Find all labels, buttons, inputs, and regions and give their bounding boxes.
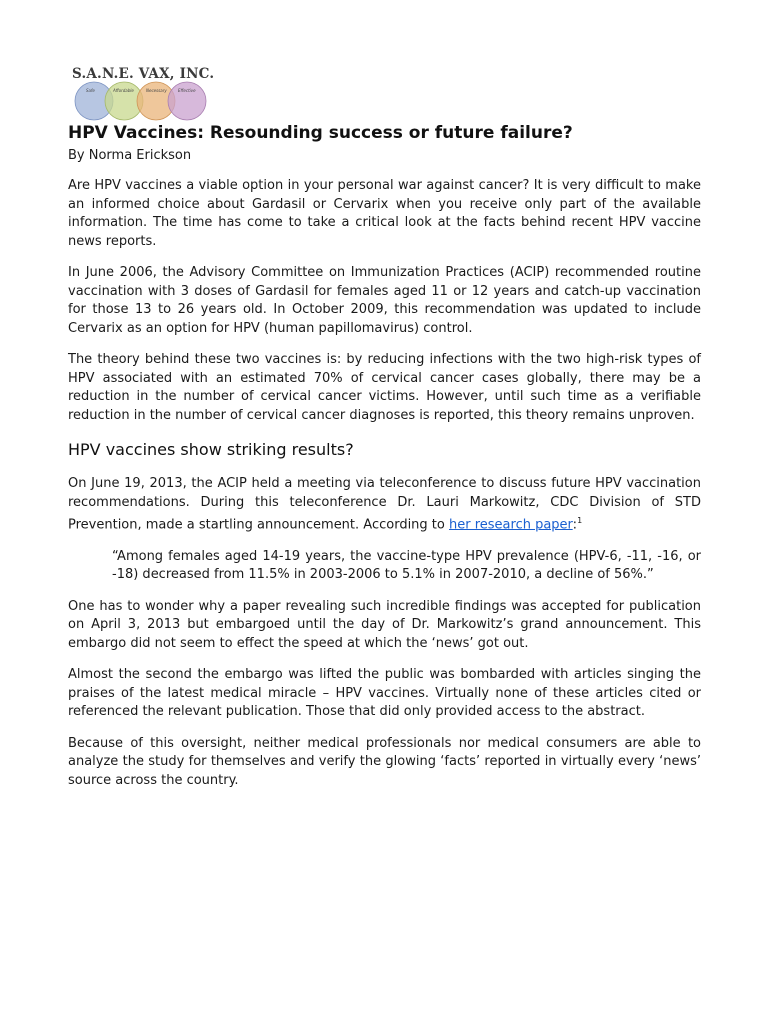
footnote-marker: 1 — [577, 516, 583, 525]
paragraph-1: Are HPV vaccines a viable option in your personal war against cancer? It is very difficult to make an informed choice about Gardasil or Cervarix when you receive only part of the available information. The time has come to take a critical look at the facts behind recent HPV vaccine news reports. — [68, 178, 701, 249]
article-body — [68, 120, 701, 803]
sane-vax-logo — [72, 66, 215, 122]
section-heading: HPV vaccines show striking results? — [68, 440, 354, 459]
logo-title: S.A.N.E. VAX, INC. — [72, 66, 215, 82]
paragraph-7: Because of this oversight, neither medical professionals nor medical consumers are able to analyze the study for themselves and verify the glowing ‘facts’ reported in virtually every ‘news’ source across the country. — [68, 735, 701, 788]
paragraph-6: Almost the second the embargo was lifted the public was bombarded with articles singing the praises of the latest medical miracle – HPV vaccines. Virtually none of these articles cited or referenced the relevant publication. Those that did only provided access to the abstract. — [68, 667, 701, 720]
paragraph-5: One has to wonder why a paper revealing such incredible findings was accepted for publication on April 3, 2013 but embargoed until the day of Dr. Markowitz’s grand announcement. This embargo did not seem to effect the speed at which the ‘news’ got out. — [68, 598, 701, 651]
paragraph-4-text: On June 19, 2013, the ACIP held a meeting via teleconference to discuss future HPV vaccination recommendations. During this teleconference Dr. Lauri Markowitz, CDC Division of STD Prevention, made a startling announcement. According to — [68, 476, 701, 533]
logo-word-necessary: Necessary — [146, 88, 167, 93]
paragraph-2: In June 2006, the Advisory Committee on Immunization Practices (ACIP) recommended routine vaccination with 3 doses of Gardasil for females aged 11 or 12 years and catch-up vaccination for those 13 to 26 years old. In October 2009, this recommendation was updated to include Cervarix as an option for HPV (human papillomavirus) control. — [68, 265, 701, 336]
paragraph-4-colon: : — [572, 517, 578, 533]
article-byline: By Norma Erickson — [68, 148, 192, 163]
logo-word-effective: Effective — [178, 88, 196, 93]
logo-circles-graphic — [72, 81, 210, 121]
research-paper-link[interactable]: her research paper — [449, 517, 573, 533]
paragraph-4 — [68, 475, 701, 535]
article-title: HPV Vaccines: Resounding success or future failure? — [68, 123, 573, 143]
study-quote: “Among females aged 14-19 years, the vaccine-type HPV prevalence (HPV-6, -11, -16, or -18) decreased from 11.5% in 2003-2006 to 5.1% in 2007-2010, a decline of 56%.” — [112, 548, 701, 583]
logo-word-safe: Safe — [86, 88, 95, 93]
paragraph-3: The theory behind these two vaccines is: by reducing infections with the two high-risk types of HPV associated with an estimated 70% of cervical cancer cases globally, there may be a reduction in the number of cervical cancer victims. However, until such time as a verifiable reduction in the number of cervical cancer diagnoses is reported, this theory remains unproven. — [68, 352, 701, 423]
logo-word-affordable: Affordable — [113, 88, 134, 93]
